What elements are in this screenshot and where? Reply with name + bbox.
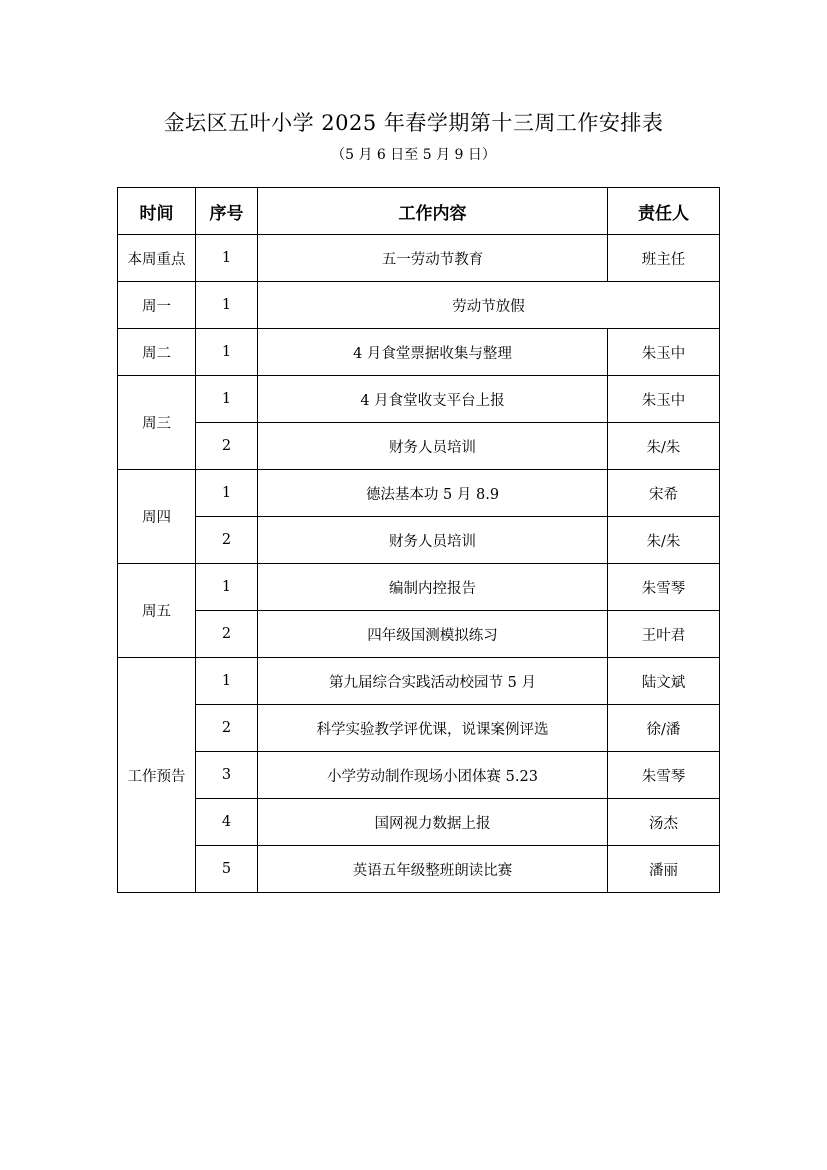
header-content: 工作内容 [258, 188, 608, 235]
seq-cell: 4 [196, 799, 258, 846]
table-row [118, 658, 720, 705]
seq-cell: 5 [196, 846, 258, 893]
seq-cell: 1 [196, 376, 258, 423]
content-cell-merged: 劳动节放假 [258, 282, 720, 329]
header-seq: 序号 [196, 188, 258, 235]
seq-cell: 1 [196, 235, 258, 282]
content-cell: 德法基本功 5 月 8.9 [258, 470, 608, 517]
content-cell: 财务人员培训 [258, 517, 608, 564]
owner-cell: 朱/朱 [608, 517, 720, 564]
table-row [118, 517, 720, 564]
content-cell: 科学实验教学评优课，说课案例评选 [258, 705, 608, 752]
owner-cell: 陆文斌 [608, 658, 720, 705]
day-cell: 周三 [118, 376, 196, 470]
day-cell: 周二 [118, 329, 196, 376]
owner-cell: 潘丽 [608, 846, 720, 893]
header-owner: 责任人 [608, 188, 720, 235]
table-row [118, 235, 720, 282]
seq-cell: 3 [196, 752, 258, 799]
date-range: （5 月 6 日至 5 月 9 日） [331, 147, 496, 163]
seq-cell: 1 [196, 329, 258, 376]
content-cell: 4 月食堂票据收集与整理 [258, 329, 608, 376]
content-cell: 4 月食堂收支平台上报 [258, 376, 608, 423]
seq-cell: 1 [196, 564, 258, 611]
content-cell: 财务人员培训 [258, 423, 608, 470]
owner-cell: 朱雪琴 [608, 752, 720, 799]
table-row [118, 470, 720, 517]
table-row [118, 564, 720, 611]
owner-cell: 徐/潘 [608, 705, 720, 752]
day-cell: 周一 [118, 282, 196, 329]
day-cell: 本周重点 [118, 235, 196, 282]
table-row [118, 846, 720, 893]
seq-cell: 1 [196, 658, 258, 705]
table-header-row [118, 188, 720, 235]
content-cell: 英语五年级整班朗读比赛 [258, 846, 608, 893]
day-cell: 周五 [118, 564, 196, 658]
table-row [118, 329, 720, 376]
content-cell: 四年级国测模拟练习 [258, 611, 608, 658]
table-row [118, 611, 720, 658]
owner-cell: 汤杰 [608, 799, 720, 846]
content-cell: 国网视力数据上报 [258, 799, 608, 846]
seq-cell: 2 [196, 611, 258, 658]
table-row [118, 799, 720, 846]
day-cell: 工作预告 [118, 658, 196, 893]
seq-cell: 2 [196, 705, 258, 752]
table-row [118, 282, 720, 329]
seq-cell: 2 [196, 423, 258, 470]
table-row [118, 705, 720, 752]
table-row [118, 376, 720, 423]
content-cell: 编制内控报告 [258, 564, 608, 611]
schedule-table [117, 187, 720, 893]
owner-cell: 朱/朱 [608, 423, 720, 470]
owner-cell: 宋希 [608, 470, 720, 517]
content-cell: 第九届综合实践活动校园节 5 月 [258, 658, 608, 705]
table-row [118, 752, 720, 799]
owner-cell: 朱雪琴 [608, 564, 720, 611]
content-cell: 小学劳动制作现场小团体赛 5.23 [258, 752, 608, 799]
seq-cell: 1 [196, 282, 258, 329]
owner-cell: 班主任 [608, 235, 720, 282]
header-time: 时间 [118, 188, 196, 235]
seq-cell: 1 [196, 470, 258, 517]
owner-cell: 朱玉中 [608, 329, 720, 376]
owner-cell: 王叶君 [608, 611, 720, 658]
owner-cell: 朱玉中 [608, 376, 720, 423]
table-row [118, 423, 720, 470]
page-title: 金坛区五叶小学 2025 年春学期第十三周工作安排表 [163, 111, 664, 135]
content-cell: 五一劳动节教育 [258, 235, 608, 282]
seq-cell: 2 [196, 517, 258, 564]
day-cell: 周四 [118, 470, 196, 564]
